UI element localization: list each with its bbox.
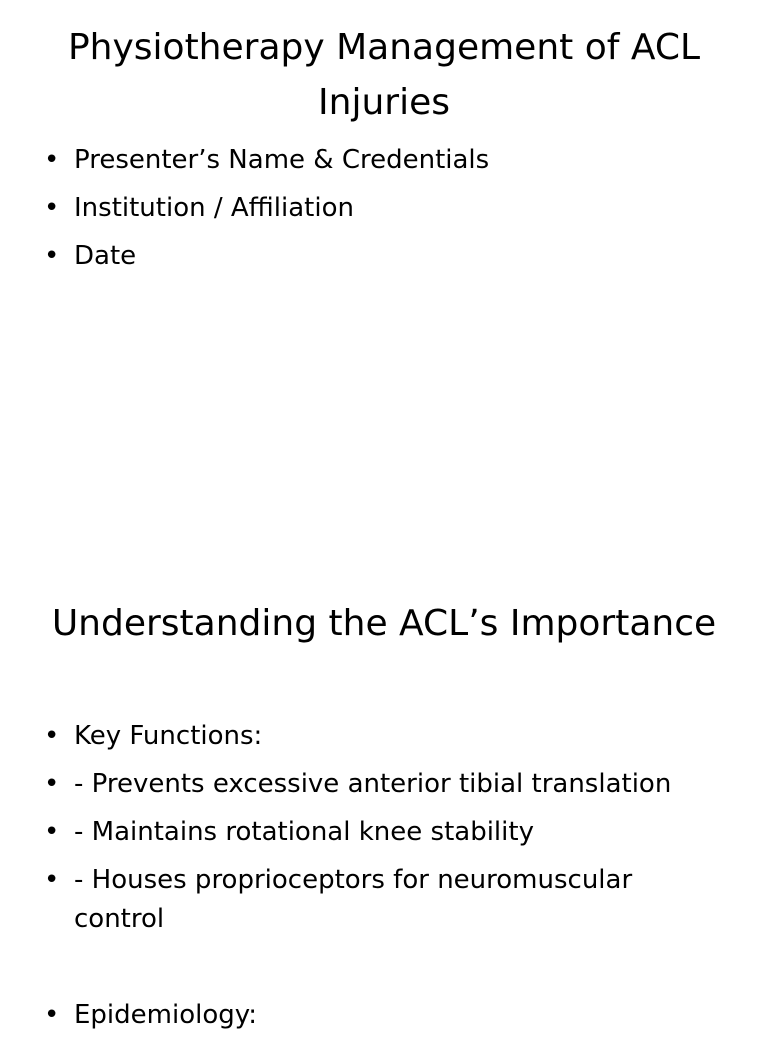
bullet-text: - Houses proprioceptors for neuromuscular control	[74, 865, 633, 934]
bullet-dot-icon: •	[44, 721, 60, 751]
bullet-dot-icon: •	[44, 145, 60, 175]
bullet-dot-icon: •	[44, 241, 60, 271]
bullet-dot-icon: •	[44, 865, 60, 895]
bullet-proprioceptors	[44, 861, 724, 939]
bullet-institution	[44, 189, 724, 228]
bullet-epidemiology	[44, 996, 724, 1035]
bullet-dot-icon: •	[44, 769, 60, 799]
bullet-date	[44, 237, 724, 276]
bullet-presenter	[44, 141, 724, 180]
bullet-text: Epidemiology:	[74, 1000, 258, 1030]
bullet-text: - Maintains rotational knee stability	[74, 817, 534, 847]
bullet-text: Key Functions:	[74, 721, 263, 751]
bullet-dot-icon: •	[44, 817, 60, 847]
bullet-text: - Prevents excessive anterior tibial translation	[74, 769, 672, 799]
bullet-rotational-stability	[44, 813, 724, 852]
bullet-blank-spacer	[44, 948, 724, 987]
bullet-text: Institution / Affiliation	[74, 193, 354, 223]
slide-1-title: Physiotherapy Management of ACL Injuries	[67, 27, 701, 123]
bullet-dot-icon: •	[44, 193, 60, 223]
slide-2-bullet-list	[44, 717, 724, 1044]
bullet-tibial-translation	[44, 765, 724, 804]
slide-2-title: Understanding the ACL’s Importance	[51, 603, 717, 644]
slide-acl-importance	[0, 576, 768, 1030]
bullet-dot-icon: •	[44, 1000, 60, 1030]
bullet-text: Date	[74, 241, 137, 271]
bullet-key-functions	[44, 717, 724, 756]
slide-1-bullet-list	[44, 141, 724, 285]
bullet-text: Presenter’s Name & Credentials	[74, 145, 490, 175]
